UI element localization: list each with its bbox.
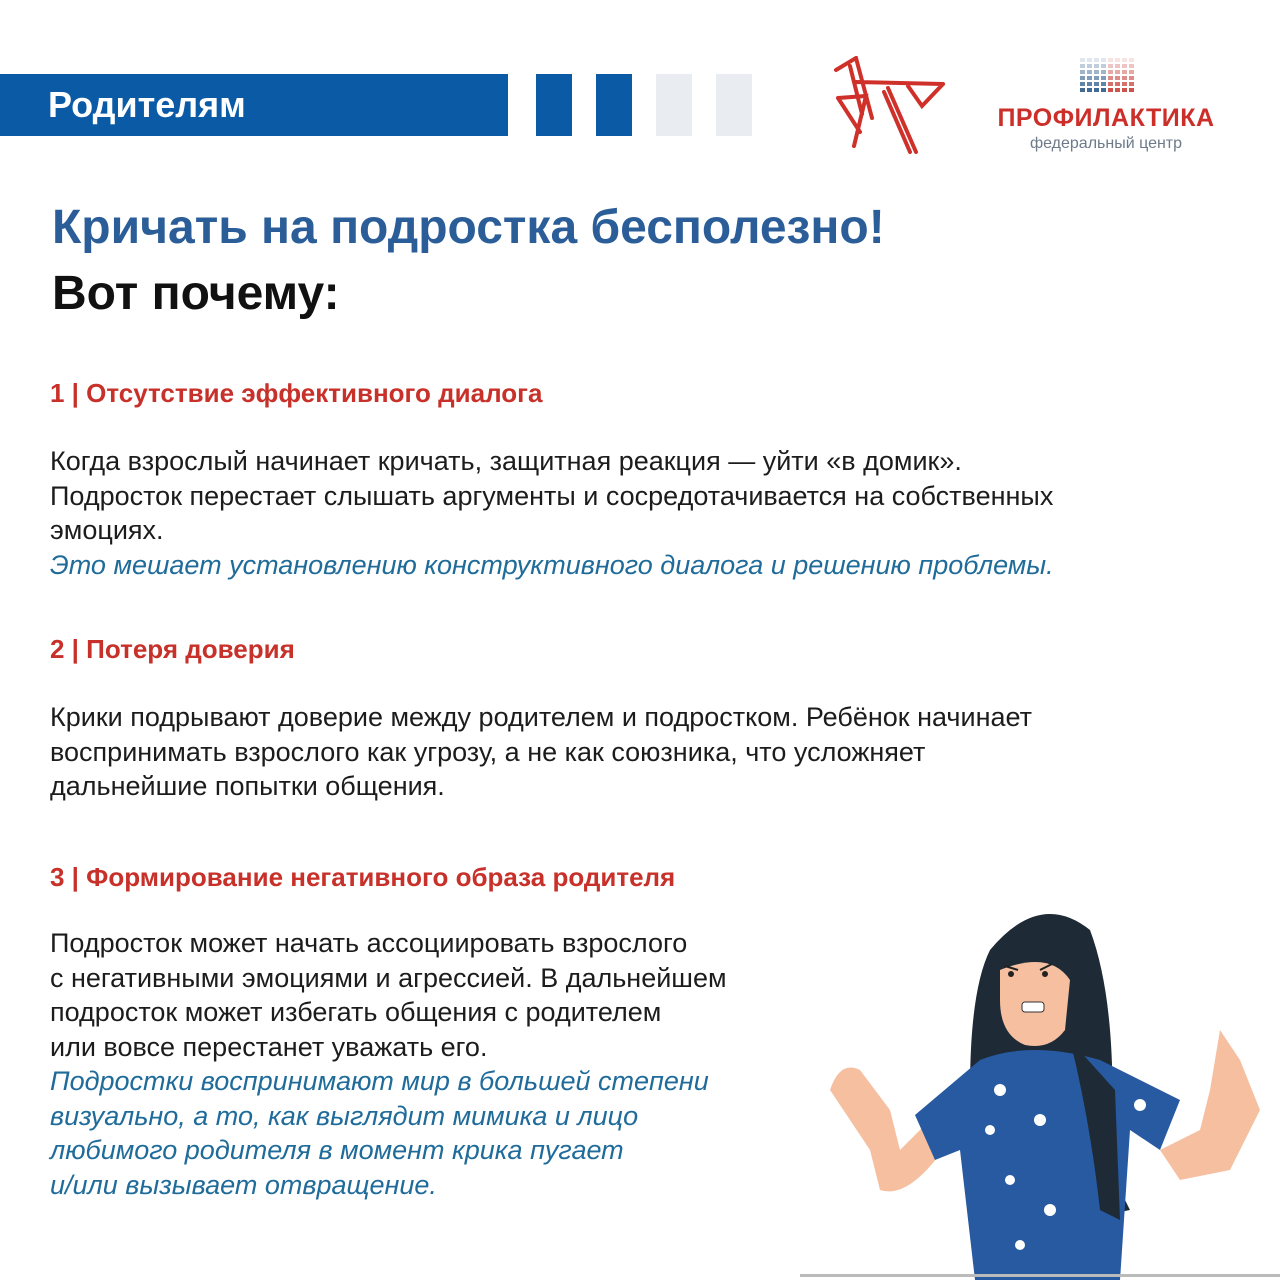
mosaic-cell [1087,58,1092,62]
mosaic-cell [1129,64,1134,68]
body-line-emphasis: любимого родителя в момент крика пугает [50,1135,624,1165]
body-line-emphasis: визуально, а то, как выглядит мимика и лицо [50,1100,639,1131]
mosaic-cell [1094,88,1099,92]
body-line: подросток может избегать общения с родителем [50,997,662,1027]
body-line: Подросток может начать ассоциировать взрослого [50,928,688,958]
mosaic-cell [1080,82,1085,86]
mosaic-cell [1094,82,1099,86]
mosaic-cell [1101,58,1106,62]
section-heading-3: 3 | Формирование негативного образа родителя [50,862,676,892]
section-body-3 [50,926,727,1202]
mosaic-cell [1108,64,1113,68]
mosaic-cell [1080,58,1085,62]
section-heading-2: 2 | Потеря доверия [50,634,295,664]
body-line: Подросток перестает слышать аргументы и сосредотачивается на собственных [50,480,1054,511]
angry-woman-illustration [800,890,1280,1280]
mosaic-cell [1094,64,1099,68]
brand-logo [990,104,1222,153]
brand-mosaic-icon [1080,58,1136,94]
mosaic-cell [1129,82,1134,86]
mosaic-cell [1129,76,1134,80]
mosaic-cell [1087,76,1092,80]
mosaic-cell [1115,58,1120,62]
decor-block [596,74,632,136]
mosaic-cell [1115,82,1120,86]
mosaic-cell [1108,88,1113,92]
mosaic-cell [1080,88,1085,92]
category-banner [0,74,508,136]
body-line: эмоциях. [50,515,164,545]
mosaic-cell [1087,64,1092,68]
mosaic-cell [1122,76,1127,80]
mosaic-cell [1080,70,1085,74]
category-label: Родителям [48,84,246,125]
mosaic-cell [1101,70,1106,74]
mosaic-cell [1122,82,1127,86]
decor-block [656,74,692,136]
brand-name: ПРОФИЛАКТИКА [997,104,1215,132]
body-line: или вовсе перестанет уважать его. [50,1031,488,1062]
horse-logo-icon [828,56,948,156]
mosaic-cell [1129,58,1134,62]
mosaic-cell [1108,70,1113,74]
mosaic-cell [1080,64,1085,68]
mosaic-cell [1108,82,1113,86]
mosaic-cell [1129,88,1134,92]
mosaic-cell [1129,70,1134,74]
mosaic-cell [1108,76,1113,80]
mosaic-cell [1122,64,1127,68]
body-line: дальнейшие попытки общения. [50,771,445,801]
mosaic-cell [1115,88,1120,92]
mosaic-cell [1101,82,1106,86]
section-body-2 [50,700,1032,804]
brand-subtitle: федеральный центр [1029,135,1183,152]
mosaic-cell [1122,58,1127,62]
section-body-1 [50,444,1054,582]
decor-block [716,74,752,136]
page-title: Кричать на подростка бесполезно! [52,201,885,254]
body-line-emphasis: Это мешает установлению конструктивного диалога и решению проблемы. [50,549,1054,580]
mosaic-cell [1122,70,1127,74]
mosaic-cell [1115,70,1120,74]
mosaic-cell [1122,88,1127,92]
page-subtitle: Вот почему: [52,267,340,320]
body-line-emphasis: Подростки воспринимают мир в большей степени [50,1066,709,1096]
mosaic-cell [1087,88,1092,92]
mosaic-cell [1115,64,1120,68]
body-line: воспринимать взрослого как угрозу, а не как союзника, что усложняет [50,736,926,767]
mosaic-cell [1101,76,1106,80]
body-line-emphasis: и/или вызывает отвращение. [50,1169,437,1200]
mosaic-cell [1094,58,1099,62]
mosaic-cell [1101,64,1106,68]
mosaic-cell [1080,76,1085,80]
mosaic-cell [1108,58,1113,62]
mosaic-cell [1087,82,1092,86]
mosaic-cell [1094,76,1099,80]
body-line: Крики подрывают доверие между родителем и подростком. Ребёнок начинает [50,702,1032,732]
body-line: Когда взрослый начинает кричать, защитная реакция — уйти «в домик». [50,446,962,476]
mosaic-cell [1094,70,1099,74]
mosaic-cell [1115,76,1120,80]
section-heading-1: 1 | Отсутствие эффективного диалога [50,378,543,408]
body-line: с негативными эмоциями и агрессией. В дальнейшем [50,962,727,993]
mosaic-cell [1087,70,1092,74]
decor-block [536,74,572,136]
mosaic-cell [1101,88,1106,92]
